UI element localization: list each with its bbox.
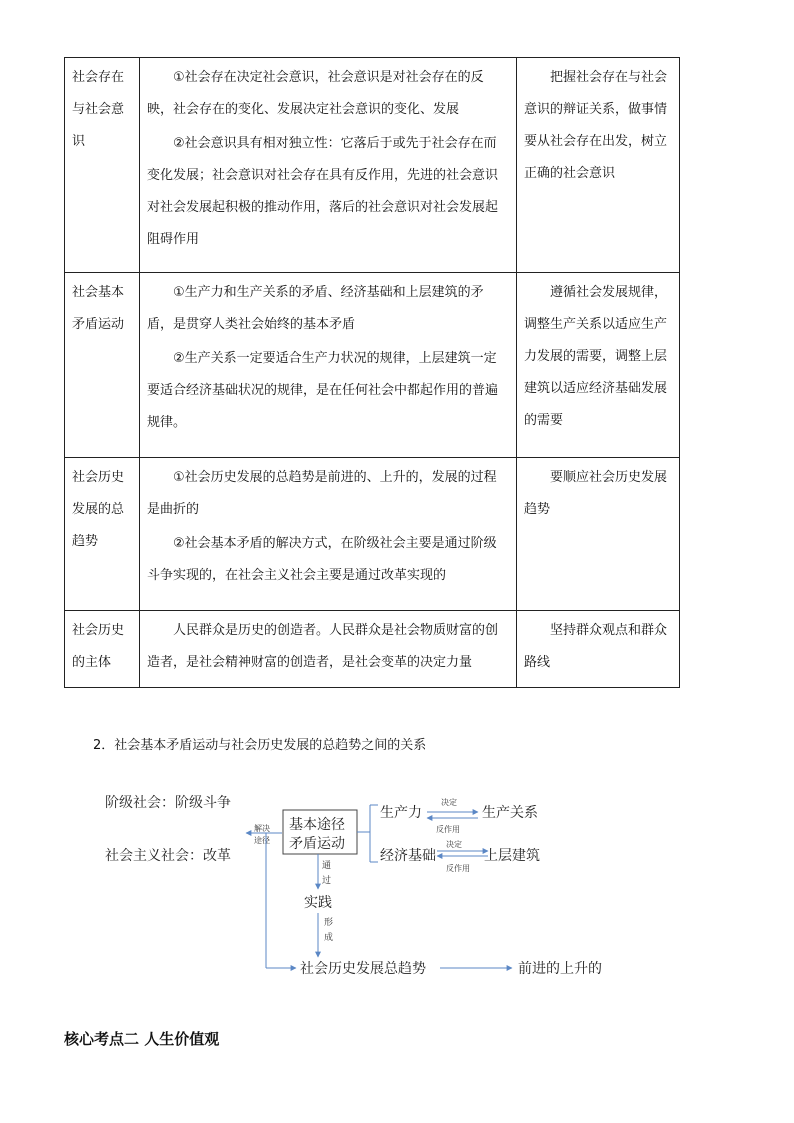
row-content: [140, 273, 517, 458]
superstructure-label: 上层建筑: [484, 848, 540, 864]
row-requirement: [517, 611, 680, 688]
decides-label: 决定: [441, 798, 457, 807]
content-paragraph: ①社会历史发展的总趋势是前进的、上升的，发展的过程是曲折的: [147, 470, 497, 517]
requirement-text: 遵循社会发展规律，调整生产关系以适应生产力发展的需要，调整上层建筑以适应经济基础发展的需要: [524, 285, 668, 428]
row-title: 社会历史发展的总趋势: [65, 458, 140, 611]
relations-of-production-label: 生产关系: [482, 805, 538, 821]
solve-path-label: 解决: [254, 824, 270, 833]
reacts-label: 反作用: [446, 864, 470, 873]
reacts-label: 反作用: [436, 825, 460, 834]
content-paragraph: ②生产关系一定要适合生产力状况的规律，上层建筑一定要适合经济基础状况的规律，是在任何社会中都起作用的普遍规律。: [147, 351, 499, 430]
economic-base-label: 经济基础: [380, 848, 436, 864]
table-row: [65, 458, 680, 611]
row-content: [140, 58, 517, 273]
row-title: 社会历史的主体: [65, 611, 140, 688]
row-requirement: [517, 58, 680, 273]
table-row: [65, 611, 680, 688]
core-point-title: 核心考点二 人生价值观: [64, 1030, 220, 1048]
requirement-text: 要顺应社会历史发展趋势: [524, 470, 668, 517]
forward-upward-label: 前进的上升的: [518, 961, 602, 977]
through-label: 通: [322, 861, 332, 871]
form-label: 形: [324, 918, 334, 928]
practice-label: 实践: [304, 895, 332, 911]
productive-forces-label: 生产力: [380, 805, 422, 821]
summary-table: [64, 57, 680, 688]
content-paragraph: ①社会存在决定社会意识，社会意识是对社会存在的反映，社会存在的变化、发展决定社会意识的变化、发展: [147, 70, 484, 117]
relationship-diagram: [100, 785, 620, 985]
general-trend-label: 社会历史发展总趋势: [300, 961, 426, 977]
row-requirement: [517, 273, 680, 458]
box-line-2: 矛盾运动: [289, 836, 345, 852]
table-row: [65, 273, 680, 458]
row-requirement: [517, 458, 680, 611]
section-title: 2．社会基本矛盾运动与社会历史发展的总趋势之间的关系: [93, 738, 427, 753]
box-line-1: 基本途径: [289, 817, 345, 833]
row-title: 社会基本矛盾运动: [65, 273, 140, 458]
row-content: [140, 458, 517, 611]
decides-label: 决定: [446, 840, 462, 849]
form-label: 成: [324, 933, 334, 943]
content-paragraph: 人民群众是历史的创造者。人民群众是社会物质财富的创造者，是社会精神财富的创造者，是社会变革的决定力量: [147, 623, 499, 670]
content-paragraph: ②社会意识具有相对独立性：它落后于或先于社会存在而变化发展；社会意识对社会存在具有反作用，先进的社会意识对社会发展起积极的推动作用，落后的社会意识对社会发展起阻碍作用: [147, 136, 499, 247]
content-paragraph: ①生产力和生产关系的矛盾、经济基础和上层建筑的矛盾，是贯穿人类社会始终的基本矛盾: [147, 285, 484, 332]
requirement-text: 把握社会存在与社会意识的辩证关系，做事情要从社会存在出发，树立正确的社会意识: [524, 70, 668, 181]
row-content: [140, 611, 517, 688]
class-society-label: 阶级社会：阶级斗争: [105, 795, 231, 811]
requirement-text: 坚持群众观点和群众路线: [524, 623, 668, 670]
content-paragraph: ②社会基本矛盾的解决方式，在阶级社会主要是通过阶级斗争实现的，在社会主义社会主要是通过改革实现的: [147, 536, 497, 583]
row-title: 社会存在与社会意识: [65, 58, 140, 273]
socialist-society-label: 社会主义社会：改革: [105, 848, 231, 864]
through-label: 过: [322, 876, 332, 886]
solve-path-label: 途径: [254, 836, 270, 845]
table-row: [65, 58, 680, 273]
